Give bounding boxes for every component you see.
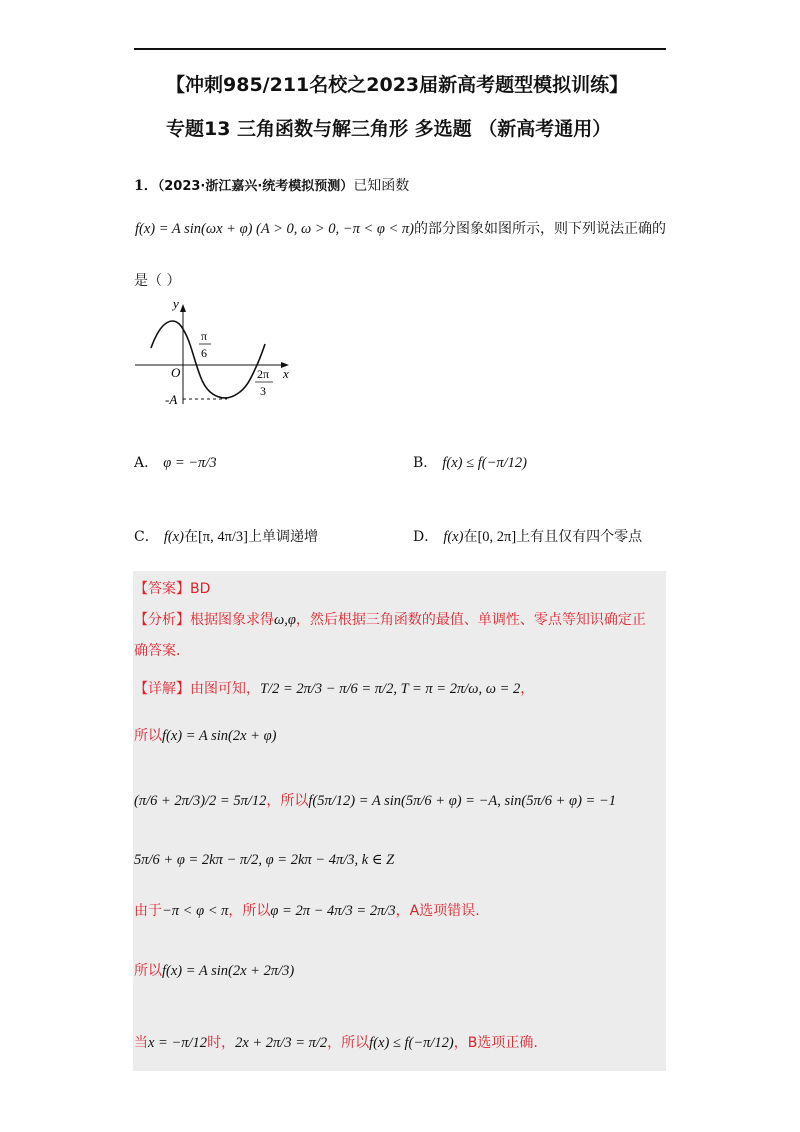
option-c — [134, 526, 318, 546]
math-inequality: f(x) ≤ f(−π/12) — [369, 1035, 454, 1051]
option-d-text2: 上有且仅有四个零点 — [516, 529, 643, 545]
sine-curve — [151, 321, 265, 398]
text-so-3: ，所以 — [327, 1035, 370, 1051]
detail-comma: ， — [520, 681, 535, 697]
function-formula: f(x) = A sin(ωx + φ) (A > 0, ω > 0, −π < φ < π) — [135, 221, 415, 237]
question-number: 1． — [134, 178, 158, 194]
detail-tag: 【详解】 — [134, 681, 190, 697]
origin-label: O — [171, 365, 181, 380]
option-b — [413, 452, 527, 472]
detail-line-7 — [134, 1032, 538, 1052]
text-shi: 时， — [207, 1035, 236, 1051]
text-youyu: 由于 — [134, 903, 162, 919]
detail-text-1: 由图可知， — [190, 681, 260, 697]
answer-tag: 【答案】 — [134, 581, 190, 597]
question-formula-tail: 的部分图象如图所示，则下列说法正确的 — [414, 221, 667, 237]
math-x-value: x = −π/12 — [148, 1035, 208, 1051]
math-fx-2: f(x) = A sin(2x + 2π/3) — [162, 963, 295, 979]
detail-line-3 — [134, 790, 616, 810]
analysis-line-2: 确答案. — [134, 643, 181, 659]
detail-line-2 — [134, 725, 276, 745]
suoyi-1: 所以 — [134, 728, 162, 744]
page-subtitle: 专题13 三角函数与解三角形 多选题 （新高考通用） — [166, 118, 612, 140]
y-axis-arrow-icon — [180, 304, 186, 312]
math-phi-value: φ = 2π − 4π/3 = 2π/3 — [270, 903, 396, 919]
question-line-1 — [134, 175, 409, 195]
option-d-label: D． — [413, 529, 439, 545]
detail-line-6 — [134, 960, 294, 980]
option-d-math2: [0, 2π] — [477, 529, 517, 545]
text-dang: 当 — [134, 1035, 148, 1051]
option-b-label: B． — [413, 455, 438, 471]
page-title: 【冲刺985/211名校之2023届新高考题型模拟训练】 — [166, 74, 629, 96]
tick2-numerator: 2π — [257, 367, 270, 381]
header-rule — [134, 48, 666, 50]
detail-math-1: T/2 = 2π/3 − π/6 = π/2, T = π = 2π/ω, ω = 2 — [260, 681, 521, 697]
option-d-math1: f(x) — [443, 529, 464, 545]
option-c-label: C． — [134, 529, 159, 545]
question-line-3: 是（ ） — [134, 273, 181, 289]
option-c-math1: f(x) — [163, 529, 184, 545]
tick2-denominator: 3 — [260, 384, 266, 398]
math-fx-1: f(x) = A sin(2x + φ) — [162, 728, 277, 744]
option-b-math: f(x) ≤ f(−π/12) — [442, 455, 527, 471]
math-2x: 2x + 2π/3 = π/2 — [235, 1035, 328, 1051]
option-d — [413, 526, 642, 546]
x-axis-label: x — [283, 366, 289, 381]
answer-value: BD — [190, 581, 211, 597]
analysis-math: ω,φ — [274, 612, 296, 628]
option-a-math: φ = −π/3 — [163, 455, 217, 471]
question-source: （2023·浙江嘉兴·统考模拟预测） — [157, 179, 354, 194]
question-line-2 — [135, 218, 666, 238]
text-so-f: ，所以 — [266, 793, 309, 809]
math-midpoint: (π/6 + 2π/3)/2 = 5π/12 — [134, 793, 267, 809]
text-b-right: ，B选项正确. — [453, 1035, 538, 1051]
option-c-text1: 在 — [183, 529, 198, 545]
analysis-tag: 【分析】 — [134, 612, 190, 628]
math-phi-general: 5π/6 + φ = 2kπ − π/2, φ = 2kπ − 4π/3, k ∈ Z — [134, 852, 395, 868]
answer-line — [134, 578, 210, 598]
math-f-5pi: f(5π/12) = A sin(5π/6 + φ) = −A, sin(5π/6 + φ) = −1 — [308, 793, 616, 809]
option-c-math2: [π, 4π/3] — [197, 529, 249, 545]
tick1-denominator: 6 — [201, 346, 207, 360]
option-a — [134, 452, 217, 472]
option-d-text1: 在 — [463, 529, 478, 545]
y-axis-label: y — [173, 298, 179, 311]
analysis-line-1 — [134, 609, 646, 629]
text-so-2: ，所以 — [228, 903, 271, 919]
neg-a-label: -A — [165, 392, 178, 407]
answer-box — [133, 571, 666, 1071]
detail-line-4 — [134, 849, 394, 869]
analysis-text-2: ，然后根据三角函数的最值、单调性、零点等知识确定正 — [295, 612, 646, 628]
tick1-numerator: π — [201, 329, 208, 343]
detail-line-5 — [134, 900, 480, 920]
analysis-text-1: 根据图象求得 — [190, 612, 274, 628]
option-c-text2: 上单调递增 — [248, 529, 319, 545]
question-intro: 已知函数 — [353, 178, 410, 194]
detail-line-1 — [134, 678, 534, 698]
text-a-wrong: ，A选项错误. — [395, 903, 480, 919]
function-graph — [133, 298, 303, 408]
suoyi-2: 所以 — [134, 963, 162, 979]
math-phi-range: −π < φ < π — [162, 903, 229, 919]
option-a-label: A． — [134, 455, 159, 471]
